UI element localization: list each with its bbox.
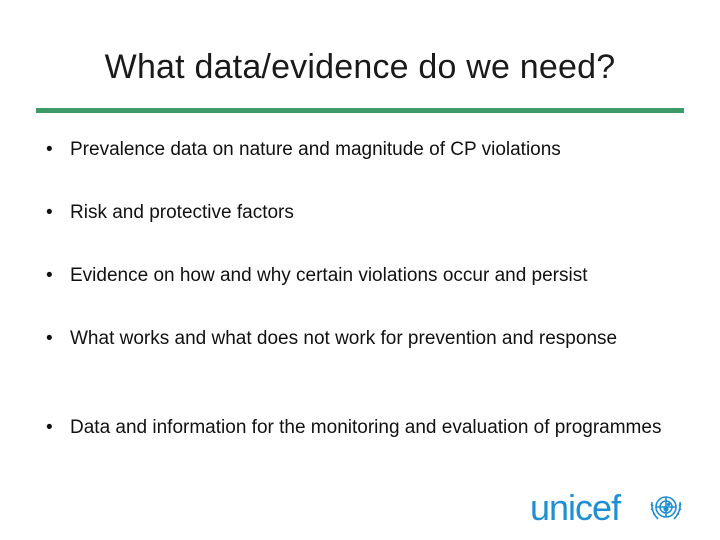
bullet-text: Data and information for the monitoring and evaluation of programmes (70, 417, 662, 438)
bullet-item (46, 415, 664, 441)
title-divider (36, 108, 684, 113)
bullet-dot: • (46, 328, 53, 349)
bullet-item (46, 263, 664, 289)
unicef-logo (530, 486, 690, 530)
bullet-text: Evidence on how and why certain violations occur and persist (70, 265, 588, 286)
bullet-text: Prevalence data on nature and magnitude of CP violations (70, 139, 561, 160)
bullet-dot: • (46, 265, 53, 286)
bullet-text: Risk and protective factors (70, 202, 294, 223)
bullet-dot: • (46, 202, 53, 223)
bullet-item (46, 200, 664, 226)
slide-title: What data/evidence do we need? (104, 48, 616, 86)
bullet-item (46, 137, 664, 163)
bullet-text: What works and what does not work for prevention and response (70, 328, 618, 349)
bullet-item (46, 326, 664, 352)
bullet-dot: • (46, 417, 53, 438)
bullet-dot: • (46, 139, 53, 160)
logo-wordmark: unicef (530, 487, 621, 528)
unicef-emblem-icon (648, 490, 684, 526)
